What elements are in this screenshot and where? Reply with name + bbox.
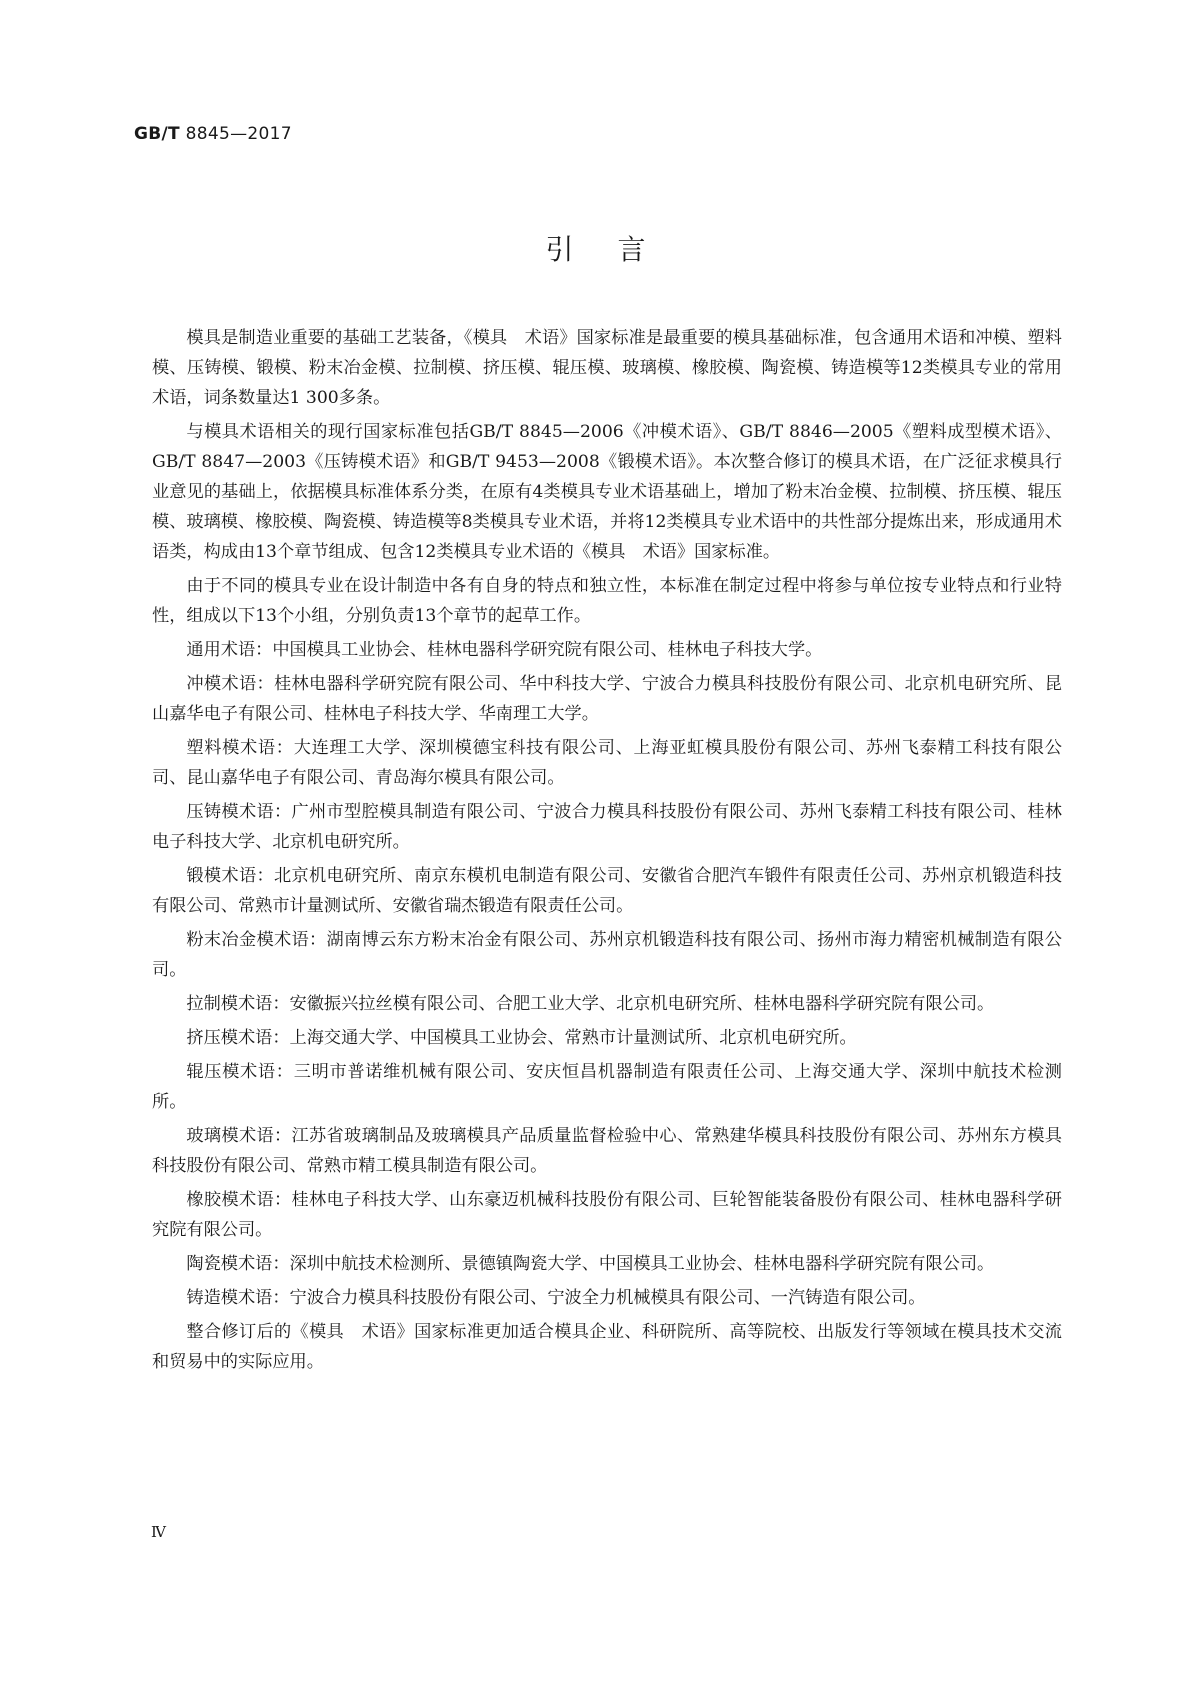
standard-number: 8845—2017 [185, 124, 292, 144]
paragraph-ceramic-mold-terms: 陶瓷模术语：深圳中航技术检测所、景德镇陶瓷大学、中国模具工业协会、桂林电器科学研究院有限公司。 [186, 1254, 995, 1274]
paragraph-plastic-mold-terms: 塑料模术语：大连理工大学、深圳模德宝科技有限公司、上海亚虹模具股份有限公司、苏州飞泰精工科技有限公司、昆山嘉华电子有限公司、青岛海尔模具有限公司。 [152, 738, 1062, 788]
body-text [152, 323, 1062, 1381]
paragraph-drawing-die-terms: 拉制模术语：安徽振兴拉丝模有限公司、合肥工业大学、北京机电研究所、桂林电器科学研究院有限公司。 [186, 994, 995, 1014]
paragraph-conclusion: 整合修订后的《模具 术语》国家标准更加适合模具企业、科研院所、高等院校、出版发行等领域在模具技术交流和贸易中的实际应用。 [152, 1322, 1062, 1372]
page-number: Ⅳ [151, 1523, 166, 1541]
paragraph-roll-forming-terms: 辊压模术语：三明市普诺维机械有限公司、安庆恒昌机器制造有限责任公司、上海交通大学、深圳中航技术检测所。 [152, 1062, 1062, 1112]
paragraph-casting-mold-terms: 铸造模术语：宁波合力模具科技股份有限公司、宁波全力机械模具有限公司、一汽铸造有限公司。 [186, 1288, 926, 1308]
paragraph-extrusion-die-terms: 挤压模术语：上海交通大学、中国模具工业协会、常熟市计量测试所、北京机电研究所。 [186, 1028, 857, 1048]
standard-prefix: GB/T [134, 124, 180, 144]
paragraph-powder-metallurgy-terms: 粉末冶金模术语：湖南博云东方粉末冶金有限公司、苏州京机锻造科技有限公司、扬州市海力精密机械制造有限公司。 [152, 930, 1062, 980]
paragraph-general-terms: 通用术语：中国模具工业协会、桂林电器科学研究院有限公司、桂林电子科技大学。 [186, 640, 823, 660]
paragraph-stamping-die-terms: 冲模术语：桂林电器科学研究院有限公司、华中科技大学、宁波合力模具科技股份有限公司、北京机电研究所、昆山嘉华电子有限公司、桂林电子科技大学、华南理工大学。 [152, 674, 1062, 724]
paragraph-rubber-mold-terms: 橡胶模术语：桂林电子科技大学、山东豪迈机械科技股份有限公司、巨轮智能装备股份有限公司、桂林电器科学研究院有限公司。 [152, 1190, 1062, 1240]
section-title: 引言 [545, 233, 690, 266]
standard-code-header [134, 124, 292, 144]
paragraph-glass-mold-terms: 玻璃模术语：江苏省玻璃制品及玻璃模具产品质量监督检验中心、常熟建华模具科技股份有限公司、苏州东方模具科技股份有限公司、常熟市精工模具制造有限公司。 [152, 1126, 1062, 1176]
paragraph-forging-die-terms: 锻模术语：北京机电研究所、南京东模机电制造有限公司、安徽省合肥汽车锻件有限责任公司、苏州京机锻造科技有限公司、常熟市计量测试所、安徽省瑞杰锻造有限责任公司。 [152, 866, 1062, 916]
paragraph-intro: 模具是制造业重要的基础工艺装备，《模具 术语》国家标准是最重要的模具基础标准，包含通用术语和冲模、塑料模、压铸模、锻模、粉末冶金模、拉制模、挤压模、辊压模、玻璃模、橡胶模、陶瓷模、铸造模等12类模具专业的常用术语，词条数量达1 300多条。 [152, 328, 1062, 408]
paragraph-die-casting-terms: 压铸模术语：广州市型腔模具制造有限公司、宁波合力模具科技股份有限公司、苏州飞泰精工科技有限公司、桂林电子科技大学、北京机电研究所。 [152, 802, 1062, 852]
paragraph-existing-standards: 与模具术语相关的现行国家标准包括GB/T 8845—2006《冲模术语》、GB/T 8846—2005《塑料成型模术语》、GB/T 8847—2003《压铸模术语》和GB/T 9453—2008《锻模术语》。本次整合修订的模具术语，在广泛征求模具行业意见的基础上，依据模具标准体系分类，在原有4类模具专业术语基础上，增加了粉末冶金模、拉制模、挤压模、辊压模、玻璃模、橡胶模、陶瓷模、铸造模等8类模具专业术语，并将12类模具专业术语中的共性部分提炼出来，形成通用术语类，构成由13个章节组成、包含12类模具专业术语的《模具 术语》国家标准。 [152, 422, 1062, 562]
paragraph-drafting-groups: 由于不同的模具专业在设计制造中各有自身的特点和独立性，本标准在制定过程中将参与单位按专业特点和行业特性，组成以下13个小组，分别负责13个章节的起草工作。 [152, 576, 1062, 626]
